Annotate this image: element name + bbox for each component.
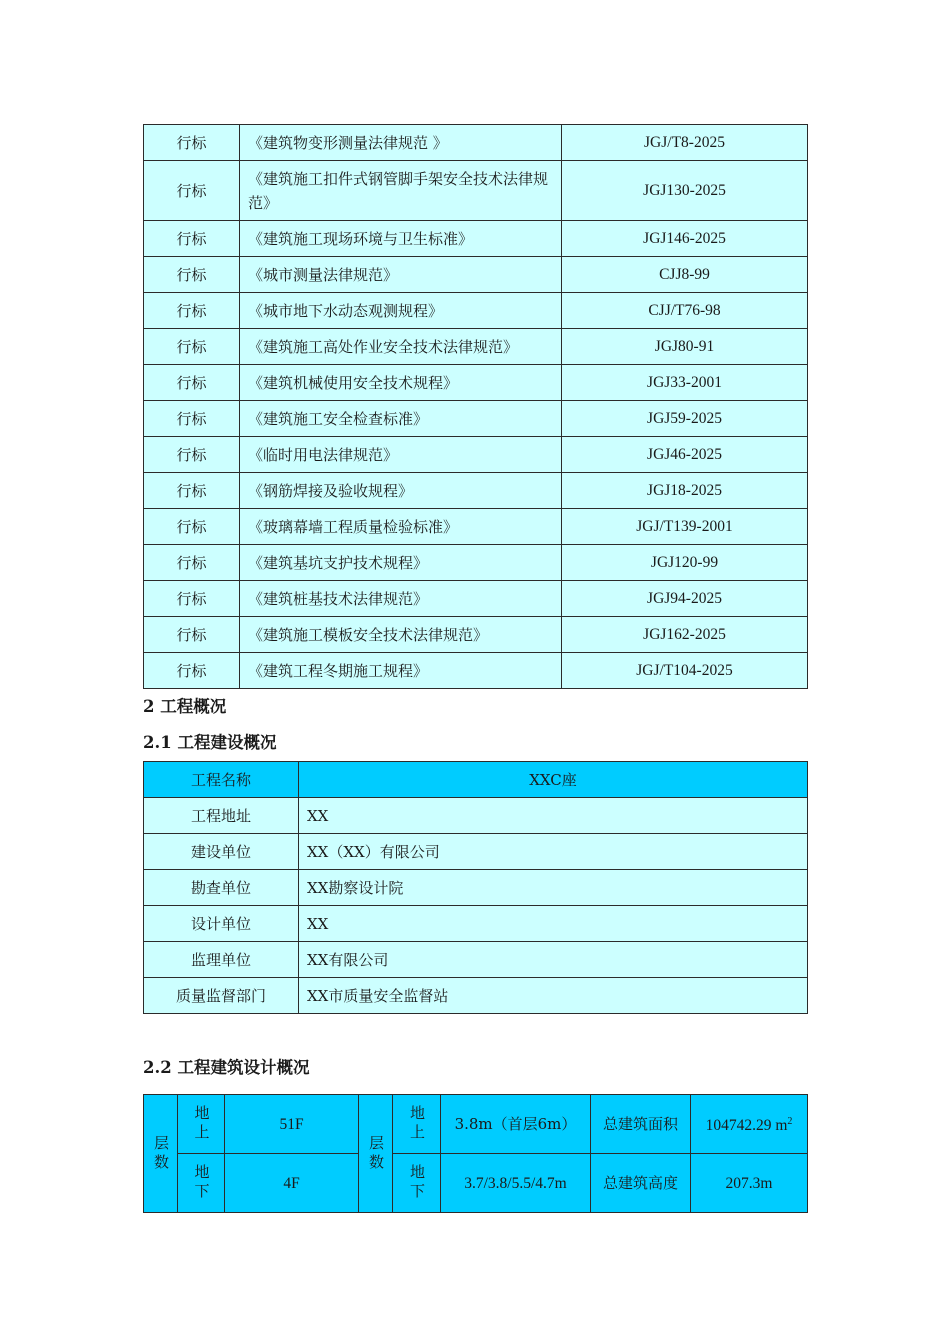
height-above-label: 地上	[393, 1095, 441, 1154]
standard-name: 《建筑桩基技术法律规范》	[240, 581, 562, 617]
standard-category: 行标	[144, 617, 240, 653]
standard-row	[144, 293, 808, 329]
section-2-1-heading: 2.1 工程建设概况	[143, 733, 277, 752]
standard-name: 《城市测量法律规范》	[240, 257, 562, 293]
standard-row	[144, 329, 808, 365]
standard-name: 《建筑施工扣件式钢管脚手架安全技术法律规范》	[240, 161, 562, 221]
quality-supervision-label: 质量监督部门	[144, 978, 299, 1014]
design-unit-value: XX	[299, 906, 808, 942]
standard-category: 行标	[144, 473, 240, 509]
survey-unit-value: XX勘察设计院	[299, 870, 808, 906]
standard-code: JGJ33-2001	[562, 365, 808, 401]
standard-code: JGJ46-2025	[562, 437, 808, 473]
standard-code: JGJ146-2025	[562, 221, 808, 257]
supervision-unit-value: XX有限公司	[299, 942, 808, 978]
standard-code: JGJ162-2025	[562, 617, 808, 653]
standard-category: 行标	[144, 125, 240, 161]
standard-code: CJJ/T76-98	[562, 293, 808, 329]
standard-code: JGJ/T104-2025	[562, 653, 808, 689]
project-name-row	[144, 762, 808, 798]
below-ground-row	[144, 1154, 808, 1213]
standard-row	[144, 509, 808, 545]
standard-name: 《建筑施工现场环境与卫生标准》	[240, 221, 562, 257]
standard-code: JGJ80-91	[562, 329, 808, 365]
design-unit-label: 设计单位	[144, 906, 299, 942]
standard-code: JGJ94-2025	[562, 581, 808, 617]
standard-category: 行标	[144, 509, 240, 545]
standard-category: 行标	[144, 365, 240, 401]
design-unit-row	[144, 906, 808, 942]
standard-name: 《建筑机械使用安全技术规程》	[240, 365, 562, 401]
project-overview-table	[143, 761, 808, 1014]
standard-name: 《建筑施工安全检查标准》	[240, 401, 562, 437]
standard-name: 《建筑基坑支护技术规程》	[240, 545, 562, 581]
spacer	[143, 1014, 807, 1050]
height-below-label: 地下	[393, 1154, 441, 1213]
standard-name: 《玻璃幕墙工程质量检验标准》	[240, 509, 562, 545]
standard-name: 《建筑物变形测量法律规范 》	[240, 125, 562, 161]
height-above-value: 3.8m（首层6m）	[441, 1095, 591, 1154]
survey-unit-label: 勘查单位	[144, 870, 299, 906]
floors-label: 层数	[144, 1095, 178, 1213]
standard-name: 《临时用电法律规范》	[240, 437, 562, 473]
standard-row	[144, 617, 808, 653]
standard-category: 行标	[144, 437, 240, 473]
developer-value: XX（XX）有限公司	[299, 834, 808, 870]
standard-code: CJJ8-99	[562, 257, 808, 293]
document-page	[143, 124, 807, 1213]
developer-row	[144, 834, 808, 870]
standard-category: 行标	[144, 257, 240, 293]
standard-code: JGJ/T8-2025	[562, 125, 808, 161]
standard-row	[144, 365, 808, 401]
standard-category: 行标	[144, 293, 240, 329]
standard-row	[144, 437, 808, 473]
standard-code: JGJ59-2025	[562, 401, 808, 437]
project-address-value: XX	[299, 798, 808, 834]
floors-below-value: 4F	[225, 1154, 359, 1213]
supervision-unit-row	[144, 942, 808, 978]
standard-category: 行标	[144, 329, 240, 365]
standard-row	[144, 545, 808, 581]
floors-below-label: 地下	[178, 1154, 225, 1213]
standards-table-body	[144, 125, 808, 689]
project-name-value: XXC座	[299, 762, 808, 798]
standards-table	[143, 124, 808, 689]
floors-above-value: 51F	[225, 1095, 359, 1154]
standard-code: JGJ/T139-2001	[562, 509, 808, 545]
standard-category: 行标	[144, 653, 240, 689]
quality-supervision-row	[144, 978, 808, 1014]
standard-category: 行标	[144, 161, 240, 221]
standard-name: 《建筑施工模板安全技术法律规范》	[240, 617, 562, 653]
spacer	[143, 1086, 807, 1094]
supervision-unit-label: 监理单位	[144, 942, 299, 978]
quality-supervision-value: XX市质量安全监督站	[299, 978, 808, 1014]
building-design-table	[143, 1094, 808, 1213]
above-ground-row	[144, 1095, 808, 1154]
standard-row	[144, 653, 808, 689]
standard-category: 行标	[144, 545, 240, 581]
height-label: 层数	[359, 1095, 393, 1213]
standard-row	[144, 221, 808, 257]
standard-code: JGJ120-99	[562, 545, 808, 581]
standard-category: 行标	[144, 401, 240, 437]
standard-row	[144, 581, 808, 617]
section-2-heading: 2 工程概况	[143, 697, 227, 716]
survey-unit-row	[144, 870, 808, 906]
standard-category: 行标	[144, 221, 240, 257]
area-unit-superscript: 2	[787, 1116, 793, 1128]
section-2-2-heading: 2.2 工程建筑设计概况	[143, 1058, 310, 1077]
standard-row	[144, 257, 808, 293]
developer-label: 建设单位	[144, 834, 299, 870]
standard-row	[144, 125, 808, 161]
height-below-value: 3.7/3.8/5.5/4.7m	[441, 1154, 591, 1213]
standard-name: 《建筑工程冬期施工规程》	[240, 653, 562, 689]
standard-row	[144, 161, 808, 221]
total-area-label: 总建筑面积	[591, 1095, 691, 1154]
standard-row	[144, 401, 808, 437]
total-area-value	[691, 1095, 808, 1154]
standard-code: JGJ130-2025	[562, 161, 808, 221]
standard-name: 《城市地下水动态观测规程》	[240, 293, 562, 329]
standard-category: 行标	[144, 581, 240, 617]
standard-name: 《建筑施工高处作业安全技术法律规范》	[240, 329, 562, 365]
project-name-label: 工程名称	[144, 762, 299, 798]
standard-row	[144, 473, 808, 509]
standard-code: JGJ18-2025	[562, 473, 808, 509]
project-address-row	[144, 798, 808, 834]
project-address-label: 工程地址	[144, 798, 299, 834]
total-height-value: 207.3m	[691, 1154, 808, 1213]
total-height-label: 总建筑高度	[591, 1154, 691, 1213]
standard-name: 《钢筋焊接及验收规程》	[240, 473, 562, 509]
total-area-number: 104742.29 m	[705, 1117, 788, 1135]
floors-above-label: 地上	[178, 1095, 225, 1154]
